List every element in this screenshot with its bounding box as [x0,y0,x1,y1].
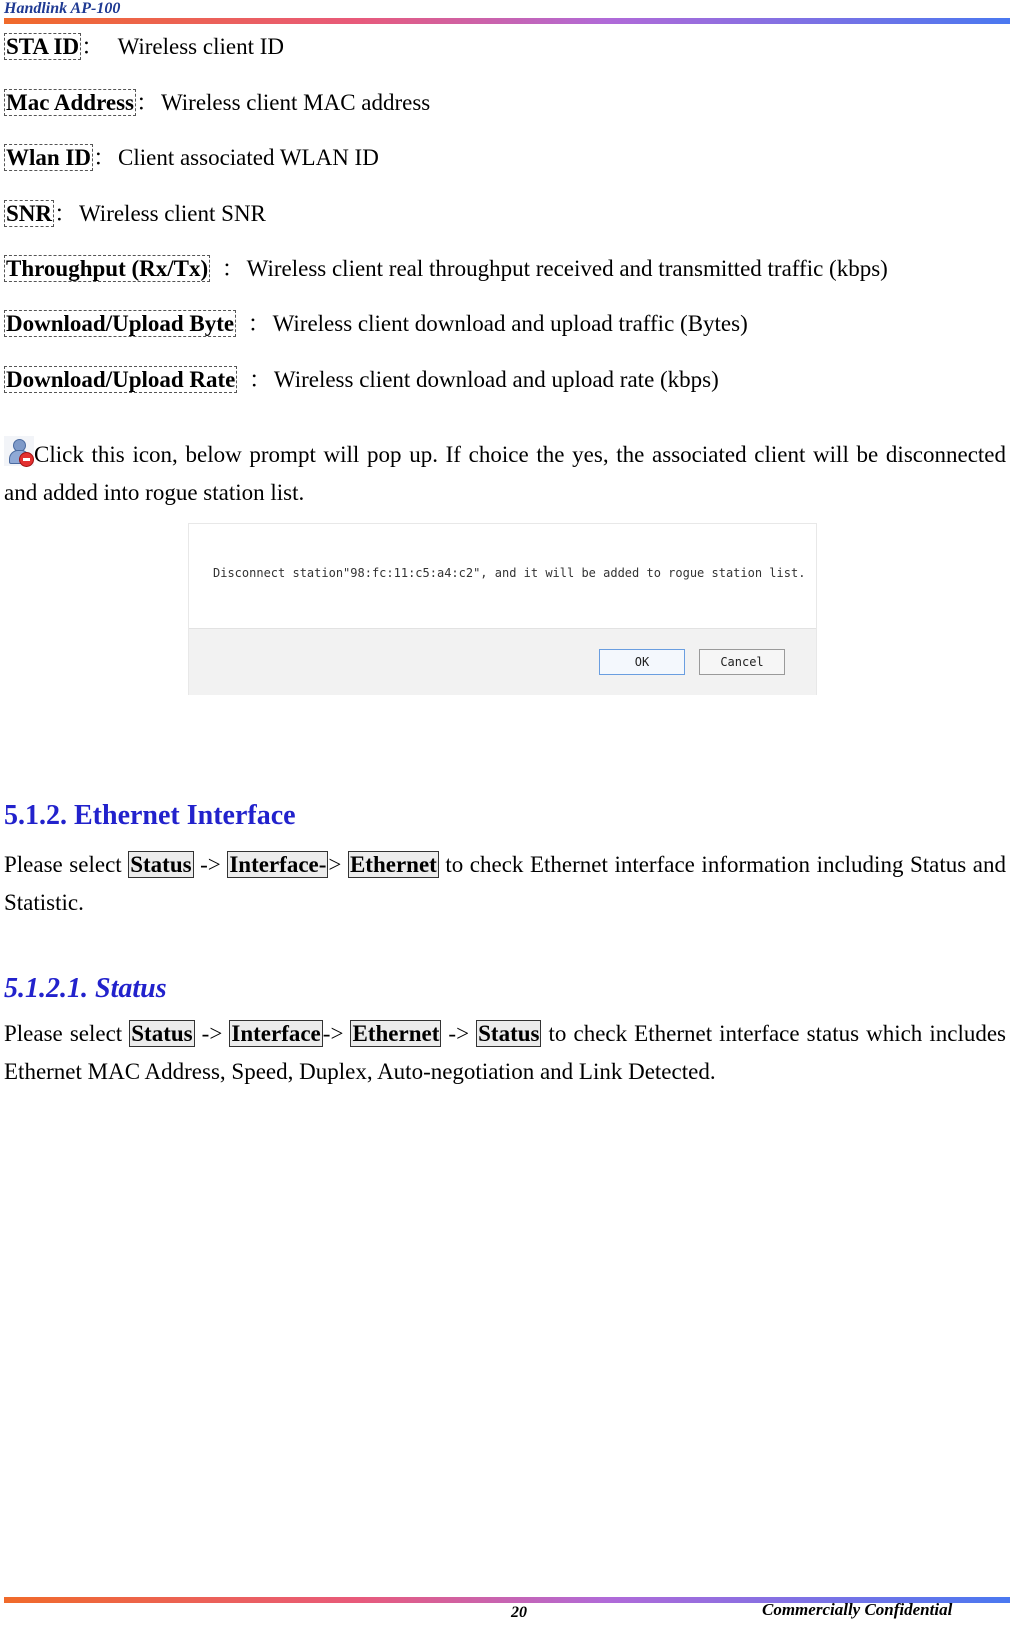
definition-separator: ： [248,367,272,392]
definition-snr [4,199,266,229]
page-number: 20 [511,1604,527,1621]
menu-ref-status-sub: Status [478,1021,540,1046]
definition-download-upload-rate [4,365,719,395]
menu-ref-interface: Interface [231,1021,321,1046]
definition-sta-id [4,32,284,62]
definition-mac-address [4,88,430,118]
menu-ref-status: Status [131,1021,193,1046]
dialog-footer [189,628,816,695]
definition-separator: ： [136,90,159,115]
text-run: to check Ethernet interface information including Status and Statistic. [4,852,1006,915]
arrow-text: -> [322,1021,351,1046]
definition-term: Download/Upload Byte [6,311,235,336]
text-run: Please select [4,852,129,877]
definition-separator: ： [54,201,78,226]
menu-ref-ethernet: Ethernet [352,1021,440,1046]
dialog-message: Disconnect station"98:fc:11:c5:a4:c2", and it will be added to rogue station list. [213,566,806,580]
definition-term: Mac Address [6,90,134,115]
definition-download-upload-byte [4,309,748,339]
section-5121-paragraph [4,1015,1006,1091]
definition-term: Download/Upload Rate [6,367,236,392]
definition-wlan-id [4,143,379,173]
definition-separator: ： [247,311,271,336]
definition-desc: Wireless client real throughput received and transmitted traffic (kbps) [246,256,888,281]
arrow-text: > [328,852,348,877]
cancel-button[interactable]: Cancel [699,649,785,675]
definition-desc: Client associated WLAN ID [118,145,379,170]
definition-separator: ： [221,256,245,281]
disconnect-dialog [188,523,817,695]
menu-ref-status: Status [130,852,192,877]
footer-confidential: Commercially Confidential [762,1600,953,1619]
section-512-paragraph [4,846,1006,922]
disconnect-user-icon[interactable] [4,436,34,466]
section-heading-ethernet-interface: 5.1.2. Ethernet Interface [4,800,296,831]
definition-desc: Wireless client ID [117,34,284,59]
definition-term: STA ID [6,34,80,59]
definition-term: Throughput (Rx/Tx) [6,256,209,281]
section-heading-status: 5.1.2.1. Status [4,973,167,1004]
arrow-text: -> [193,852,228,877]
menu-ref-ethernet: Ethernet [349,852,437,877]
arrow-text: -> [441,1021,477,1046]
definition-term: SNR [6,201,53,226]
disconnect-note [4,436,1006,512]
header-title: Handlink AP-100 [4,0,121,17]
text-run: Please select [4,1021,130,1046]
definition-desc: Wireless client download and upload rate (kbps) [273,367,719,392]
disconnect-note-text: Click this icon, below prompt will pop up. If choice the yes, the associated client will be disconnected and added into rogue station list. [4,442,1006,505]
definition-throughput [4,254,888,284]
ok-button[interactable]: OK [599,649,685,675]
definition-desc: Wireless client download and upload traffic (Bytes) [272,311,748,336]
definition-desc: Wireless client SNR [79,201,266,226]
definition-desc: Wireless client MAC address [161,90,431,115]
definition-term: Wlan ID [6,145,91,170]
definition-separator: ： [93,145,116,170]
menu-ref-interface: Interface- [229,852,327,877]
definition-separator: ： [81,34,105,59]
header-divider [4,18,1010,24]
text-run: to check Ethernet interface status which includes Ethernet MAC Address, Speed, Duplex, Auto-negotiation and Link Detected. [4,1021,1007,1084]
arrow-text: -> [194,1021,230,1046]
